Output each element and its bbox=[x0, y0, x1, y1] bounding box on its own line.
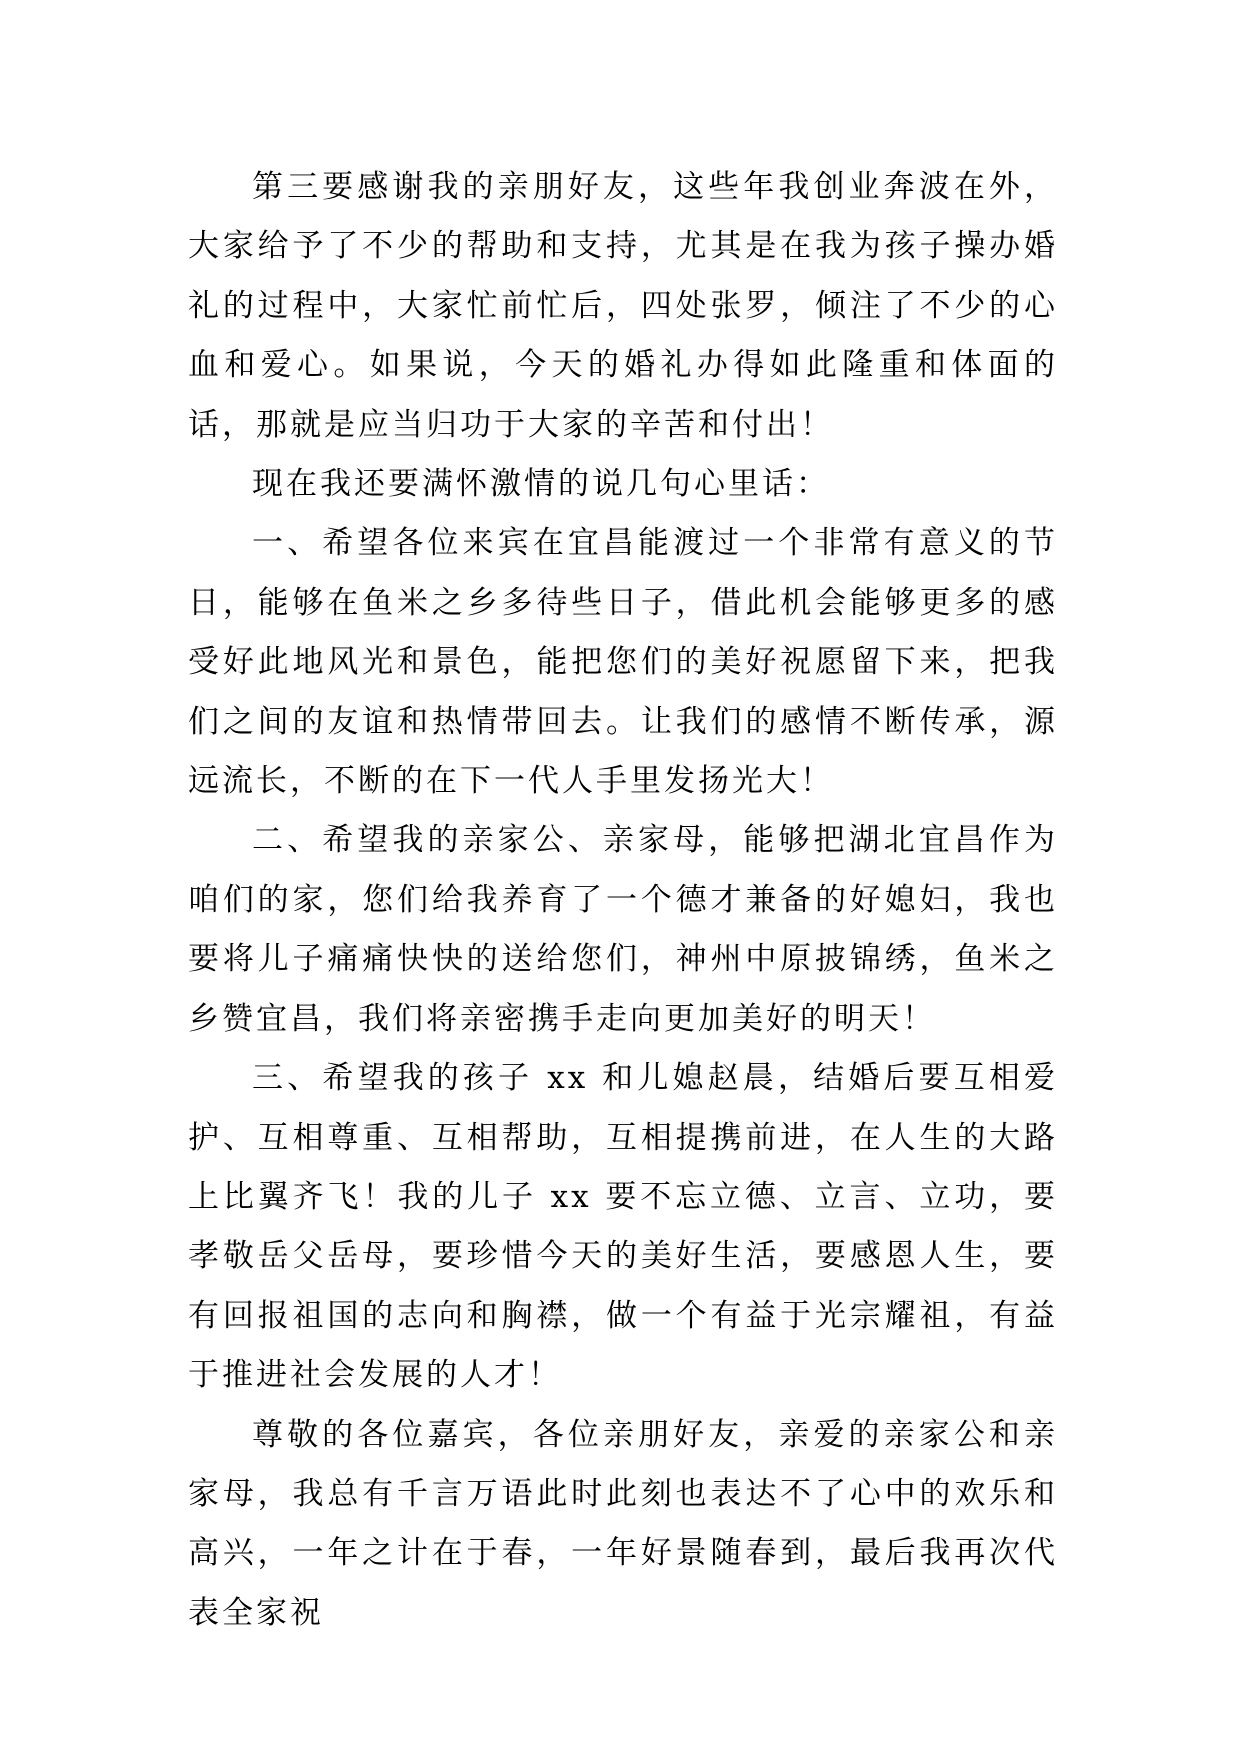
paragraph-closing: 尊敬的各位嘉宾，各位亲朋好友，亲爱的亲家公和亲家母，我总有千言万语此时此刻也表达不了心中的欢乐和高兴，一年之计在于春，一年好景随春到，最后我再次代表全家祝 bbox=[188, 1416, 1058, 1631]
paragraph-wish-in-laws: 二、希望我的亲家公、亲家母，能够把湖北宜昌作为咱们的家，您们给我养育了一个德才兼备的好媳妇，我也要将儿子痛痛快快的送给您们，神州中原披锦绣，鱼米之乡赞宜昌，我们将亲密携手走向更加美好的明天！ bbox=[188, 822, 1058, 1037]
paragraph-wish-guests: 一、希望各位来宾在宜昌能渡过一个非常有意义的节日，能够在鱼米之乡多待些日子，借此机会能够更多的感受好此地风光和景色，能把您们的美好祝愿留下来，把我们之间的友谊和热情带回去。让我们的感情不断传承，源远流长，不断的在下一代人手里发扬光大！ bbox=[188, 525, 1058, 800]
document-page bbox=[188, 158, 1058, 1643]
paragraph-wish-couple: 三、希望我的孩子 xx 和儿媳赵晨，结婚后要互相爱护、互相尊重、互相帮助，互相提携前进，在人生的大路上比翼齐飞！我的儿子 xx 要不忘立德、立言、立功，要孝敬岳父岳母，要珍惜今天的美好生活，要感恩人生，要有回报祖国的志向和胸襟，做一个有益于光宗耀祖，有益于推进社会发展的人才！ bbox=[188, 1060, 1058, 1394]
paragraph-intro-words: 现在我还要满怀激情的说几句心里话： bbox=[252, 466, 830, 503]
paragraph-thanks-friends: 第三要感谢我的亲朋好友，这些年我创业奔波在外，大家给予了不少的帮助和支持，尤其是在我为孩子操办婚礼的过程中，大家忙前忙后，四处张罗，倾注了不少的心血和爱心。如果说，今天的婚礼办得如此隆重和体面的话，那就是应当归功于大家的辛苦和付出！ bbox=[188, 169, 1058, 443]
